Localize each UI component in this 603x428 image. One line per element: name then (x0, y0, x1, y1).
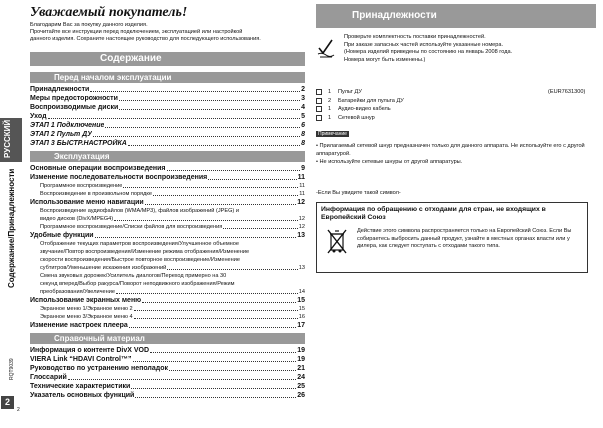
accessory-item (316, 88, 596, 97)
checkmark-hand-icon (316, 36, 336, 60)
toc-leader-dots (131, 388, 296, 389)
toc-leader-dots (167, 170, 301, 171)
item-name: Пульт ДУ (338, 89, 362, 95)
toc-text-line: Смена звуковых дорожек/Усилитель диалогов/Переход примерно на 30 (40, 273, 227, 279)
sidebar (0, 118, 26, 418)
toc-leader-dots (153, 195, 298, 196)
toc-page-number: 12 (297, 199, 305, 206)
toc-page-number: 11 (297, 174, 305, 181)
greeting-line: Прочитайте все инструкции перед подключением, эксплуатацией или настройкой (30, 29, 243, 35)
item-name: Аудио-видео кабель (338, 106, 391, 112)
toc-page-number: 14 (298, 289, 305, 295)
check-line: При заказе запасных частей используйте указанные номера. (344, 41, 504, 48)
check-line: (Номера изделий приведены по состоянию на январь 2008 года. (344, 49, 513, 55)
page-number: 2 (1, 396, 14, 409)
toc-page-number: 19 (297, 347, 305, 354)
toc-entry (30, 321, 305, 330)
toc-entry-title: VIERA Link “HDAVI Control™” (30, 356, 132, 363)
toc-entry-title: ЭТАП 1 Подключение (30, 122, 105, 129)
toc-entry (30, 364, 305, 373)
toc-entry (30, 121, 305, 130)
toc-entry-title: Глоссарий (30, 374, 67, 381)
symbol-caption: -Если Вы увидите такой символ- (316, 190, 401, 196)
greeting-title: Уважаемый покупатель! (30, 5, 188, 20)
toc-leader-dots (208, 179, 296, 180)
toc-leader-dots (129, 327, 296, 328)
toc-entry-title: Удобные функции (30, 232, 94, 239)
greeting-line: данного изделия. Сохраните настоящее руководство для последующего использования. (30, 36, 261, 42)
toc-entry-title: Изменение последовательности воспроизведения (30, 174, 208, 181)
greeting-block (30, 4, 305, 43)
item-quantity: 1 (328, 114, 332, 121)
toc-entry (30, 164, 305, 173)
disposal-title: Информация по обращению с отходами для стран, не входящих в Европейский Союз (321, 206, 546, 221)
sidebar-section-title: Содержание/Принадлежности (7, 168, 16, 288)
toc-entry-title: Воспроизводимые диски (30, 104, 119, 111)
toc-entry-title: Уход (30, 113, 47, 120)
toc-leader-dots (114, 220, 298, 221)
checkbox-icon (316, 106, 322, 112)
toc-leader-dots (134, 318, 298, 319)
accessory-item (316, 105, 596, 114)
toc-entry (30, 305, 305, 313)
toc-entry (30, 182, 305, 190)
check-block (316, 34, 596, 74)
toc-entry-title: ЭТАП 2 Пульт ДУ (30, 131, 92, 138)
toc-entry-title: Технические характеристики (30, 383, 131, 390)
check-line: Номера могут быть изменены.) (344, 56, 426, 63)
toc-entry (30, 85, 305, 94)
item-quantity: 1 (328, 89, 332, 95)
table-of-contents (30, 69, 305, 400)
toc-entry-title: Меры предосторожности (30, 95, 118, 102)
toc-leader-dots (116, 293, 298, 294)
toc-page-number: 9 (301, 165, 305, 172)
toc-entry (30, 382, 305, 391)
item-name: Сетевой шнур (338, 114, 375, 121)
checkbox-icon (316, 115, 322, 121)
toc-leader-dots (142, 302, 296, 303)
toc-section-heading: Справочный материал (30, 333, 305, 344)
toc-entry-title: преобразования/Увеличение (40, 289, 115, 295)
toc-entry (30, 373, 305, 382)
toc-leader-dots (134, 310, 298, 311)
accessory-item (316, 97, 596, 106)
toc-entry-title: ЭТАП 3 БЫСТР.НАСТРОЙКА (30, 140, 127, 147)
toc-entry (30, 103, 305, 112)
toc-section-heading: Перед началом эксплуатации (30, 72, 305, 83)
toc-entry (30, 391, 305, 400)
language-tab (0, 118, 22, 162)
language-label: РУССКИЙ (3, 119, 12, 158)
toc-entry-title: субтитров/Уменьшение искажения изображений (40, 265, 167, 271)
accessories-title: Принадлежности (316, 4, 596, 28)
toc-entry-title: Программное воспроизведение (40, 183, 123, 189)
contents-title: Содержание (30, 52, 305, 66)
toc-leader-dots (150, 352, 296, 353)
toc-page-number: 3 (301, 95, 305, 102)
toc-leader-dots (95, 237, 297, 238)
note-label: Примечание (318, 131, 347, 137)
item-quantity: 1 (328, 106, 332, 112)
toc-page-number: 8 (301, 140, 305, 147)
toc-entry (30, 130, 305, 139)
toc-page-number: 15 (297, 297, 305, 304)
accessories-column (316, 4, 596, 273)
toc-page-number: 4 (301, 104, 305, 111)
note-list (316, 142, 596, 166)
toc-leader-dots (128, 145, 300, 146)
toc-leader-dots (167, 269, 298, 270)
toc-entry (30, 296, 305, 305)
disposal-info-box (316, 202, 588, 273)
disposal-text: Действие этого символа распространяется только на Европейский Союз. Если Вы собираетесь выбросить данный продукт, узнайте в местных органах власти или у дилера, как следует поступать с отходами такого типа. (357, 228, 572, 249)
toc-leader-dots (123, 187, 298, 188)
toc-entry-title: Использование экранных меню (30, 297, 142, 304)
toc-entry-title: Принадлежности (30, 86, 90, 93)
toc-entry-title: Основные операции воспроизведения (30, 165, 166, 172)
checkbox-icon (316, 98, 322, 104)
toc-page-number: 2 (301, 86, 305, 93)
toc-text-line: Отображение текущих параметров воспроизведения/Улучшенное объемное (40, 241, 239, 247)
toc-page-number: 12 (298, 224, 305, 230)
check-line: Проверьте комплектность поставки принадлежностей. (344, 34, 486, 40)
toc-page-number: 12 (298, 216, 305, 222)
toc-leader-dots (68, 379, 296, 380)
toc-entry-title: Руководство по устранению неполадок (30, 365, 168, 372)
toc-leader-dots (145, 204, 296, 205)
toc-entry (30, 264, 305, 272)
toc-page-number: 26 (297, 392, 305, 399)
toc-entry (30, 215, 305, 223)
note-item: • Не используйте сетевые шнуры от другой аппаратуры. (316, 158, 596, 166)
toc-leader-dots (169, 370, 296, 371)
accessory-item (316, 114, 596, 123)
toc-leader-dots (119, 100, 300, 101)
toc-page-number: 17 (297, 322, 305, 329)
toc-entry (30, 288, 305, 296)
toc-page-number: 25 (297, 383, 305, 390)
checkbox-icon (316, 89, 322, 95)
toc-page-number: 6 (301, 122, 305, 129)
toc-entry (30, 313, 305, 321)
toc-leader-dots (135, 397, 296, 398)
toc-entry (30, 139, 305, 148)
accessory-list (316, 88, 596, 122)
item-code: (EUR7631300) (548, 89, 586, 95)
toc-entry (30, 94, 305, 103)
disposal-body (321, 228, 583, 266)
toc-entry (30, 190, 305, 198)
toc-entry-title: Программное воспроизведение/Списки файлов для воспроизведения (40, 224, 223, 230)
toc-page-number: 24 (297, 374, 305, 381)
toc-entry-title: Экранное меню 3/Экранное меню 4 (40, 314, 133, 320)
toc-entry (30, 223, 305, 231)
toc-page-number: 5 (301, 113, 305, 120)
toc-section-heading: Эксплуатация (30, 151, 305, 162)
toc-text-line: скорости воспроизведения/Быстрое повторное воспроизведение/Изменение (40, 257, 240, 263)
toc-entry (30, 173, 305, 182)
toc-leader-dots (48, 118, 301, 119)
toc-leader-dots (119, 109, 300, 110)
toc-entry-title: Использование меню навигации (30, 199, 144, 206)
item-name: Батарейки для пульта ДУ (338, 97, 404, 104)
toc-leader-dots (133, 361, 297, 362)
check-text (344, 34, 589, 64)
toc-page-number: 19 (297, 356, 305, 363)
toc-text-line: Воспроизведение аудиофайлов (WMA/MP3), файлов изображений (JPEG) и (40, 208, 239, 214)
toc-entry (30, 346, 305, 355)
toc-text-line: секунд вперед/Выбор ракурса/Поворот неподвижного изображения/Режим (40, 281, 235, 287)
toc-leader-dots (223, 228, 297, 229)
document-code: RQT9039 (9, 358, 15, 380)
toc-entry (30, 355, 305, 364)
toc-page-number: 8 (301, 131, 305, 138)
page-number-small: 2 (17, 407, 20, 413)
crossed-bin-icon (327, 228, 347, 256)
toc-entry (30, 112, 305, 121)
toc-page-number: 15 (298, 306, 305, 312)
toc-leader-dots (105, 127, 300, 128)
toc-page-number: 13 (298, 265, 305, 271)
greeting-line: Благодарим Вас за покупку данного изделия. (30, 22, 148, 28)
toc-page-number: 21 (297, 365, 305, 372)
toc-entry-title: Информация о контенте DivX VOD (30, 347, 149, 354)
greeting-text (30, 22, 305, 43)
toc-entry-title: Воспроизведение в произвольном порядке (40, 191, 152, 197)
toc-page-number: 11 (299, 183, 305, 189)
item-quantity: 2 (328, 97, 332, 104)
toc-entry (30, 231, 305, 240)
toc-leader-dots (90, 91, 300, 92)
toc-page-number: 16 (298, 314, 305, 320)
toc-leader-dots (93, 136, 300, 137)
note-item: • Прилагаемый сетевой шнур предназначен только для данного аппарата. Не используйте его с другой аппаратурой. (316, 142, 596, 158)
toc-entry-title: Указатель основных функций (30, 392, 135, 399)
toc-entry-title: Экранное меню 1/Экранное меню 2 (40, 306, 133, 312)
toc-page-number: 11 (299, 191, 305, 197)
toc-entry-title: Изменение настроек плеера (30, 322, 128, 329)
toc-entry (30, 198, 305, 207)
toc-text-line: звучание/Повтор воспроизведения/Изменение режима отображения/Изменение (40, 249, 250, 255)
toc-entry-title: видео дисков (DivX/MPEG4) (40, 216, 114, 222)
toc-page-number: 13 (297, 232, 305, 239)
